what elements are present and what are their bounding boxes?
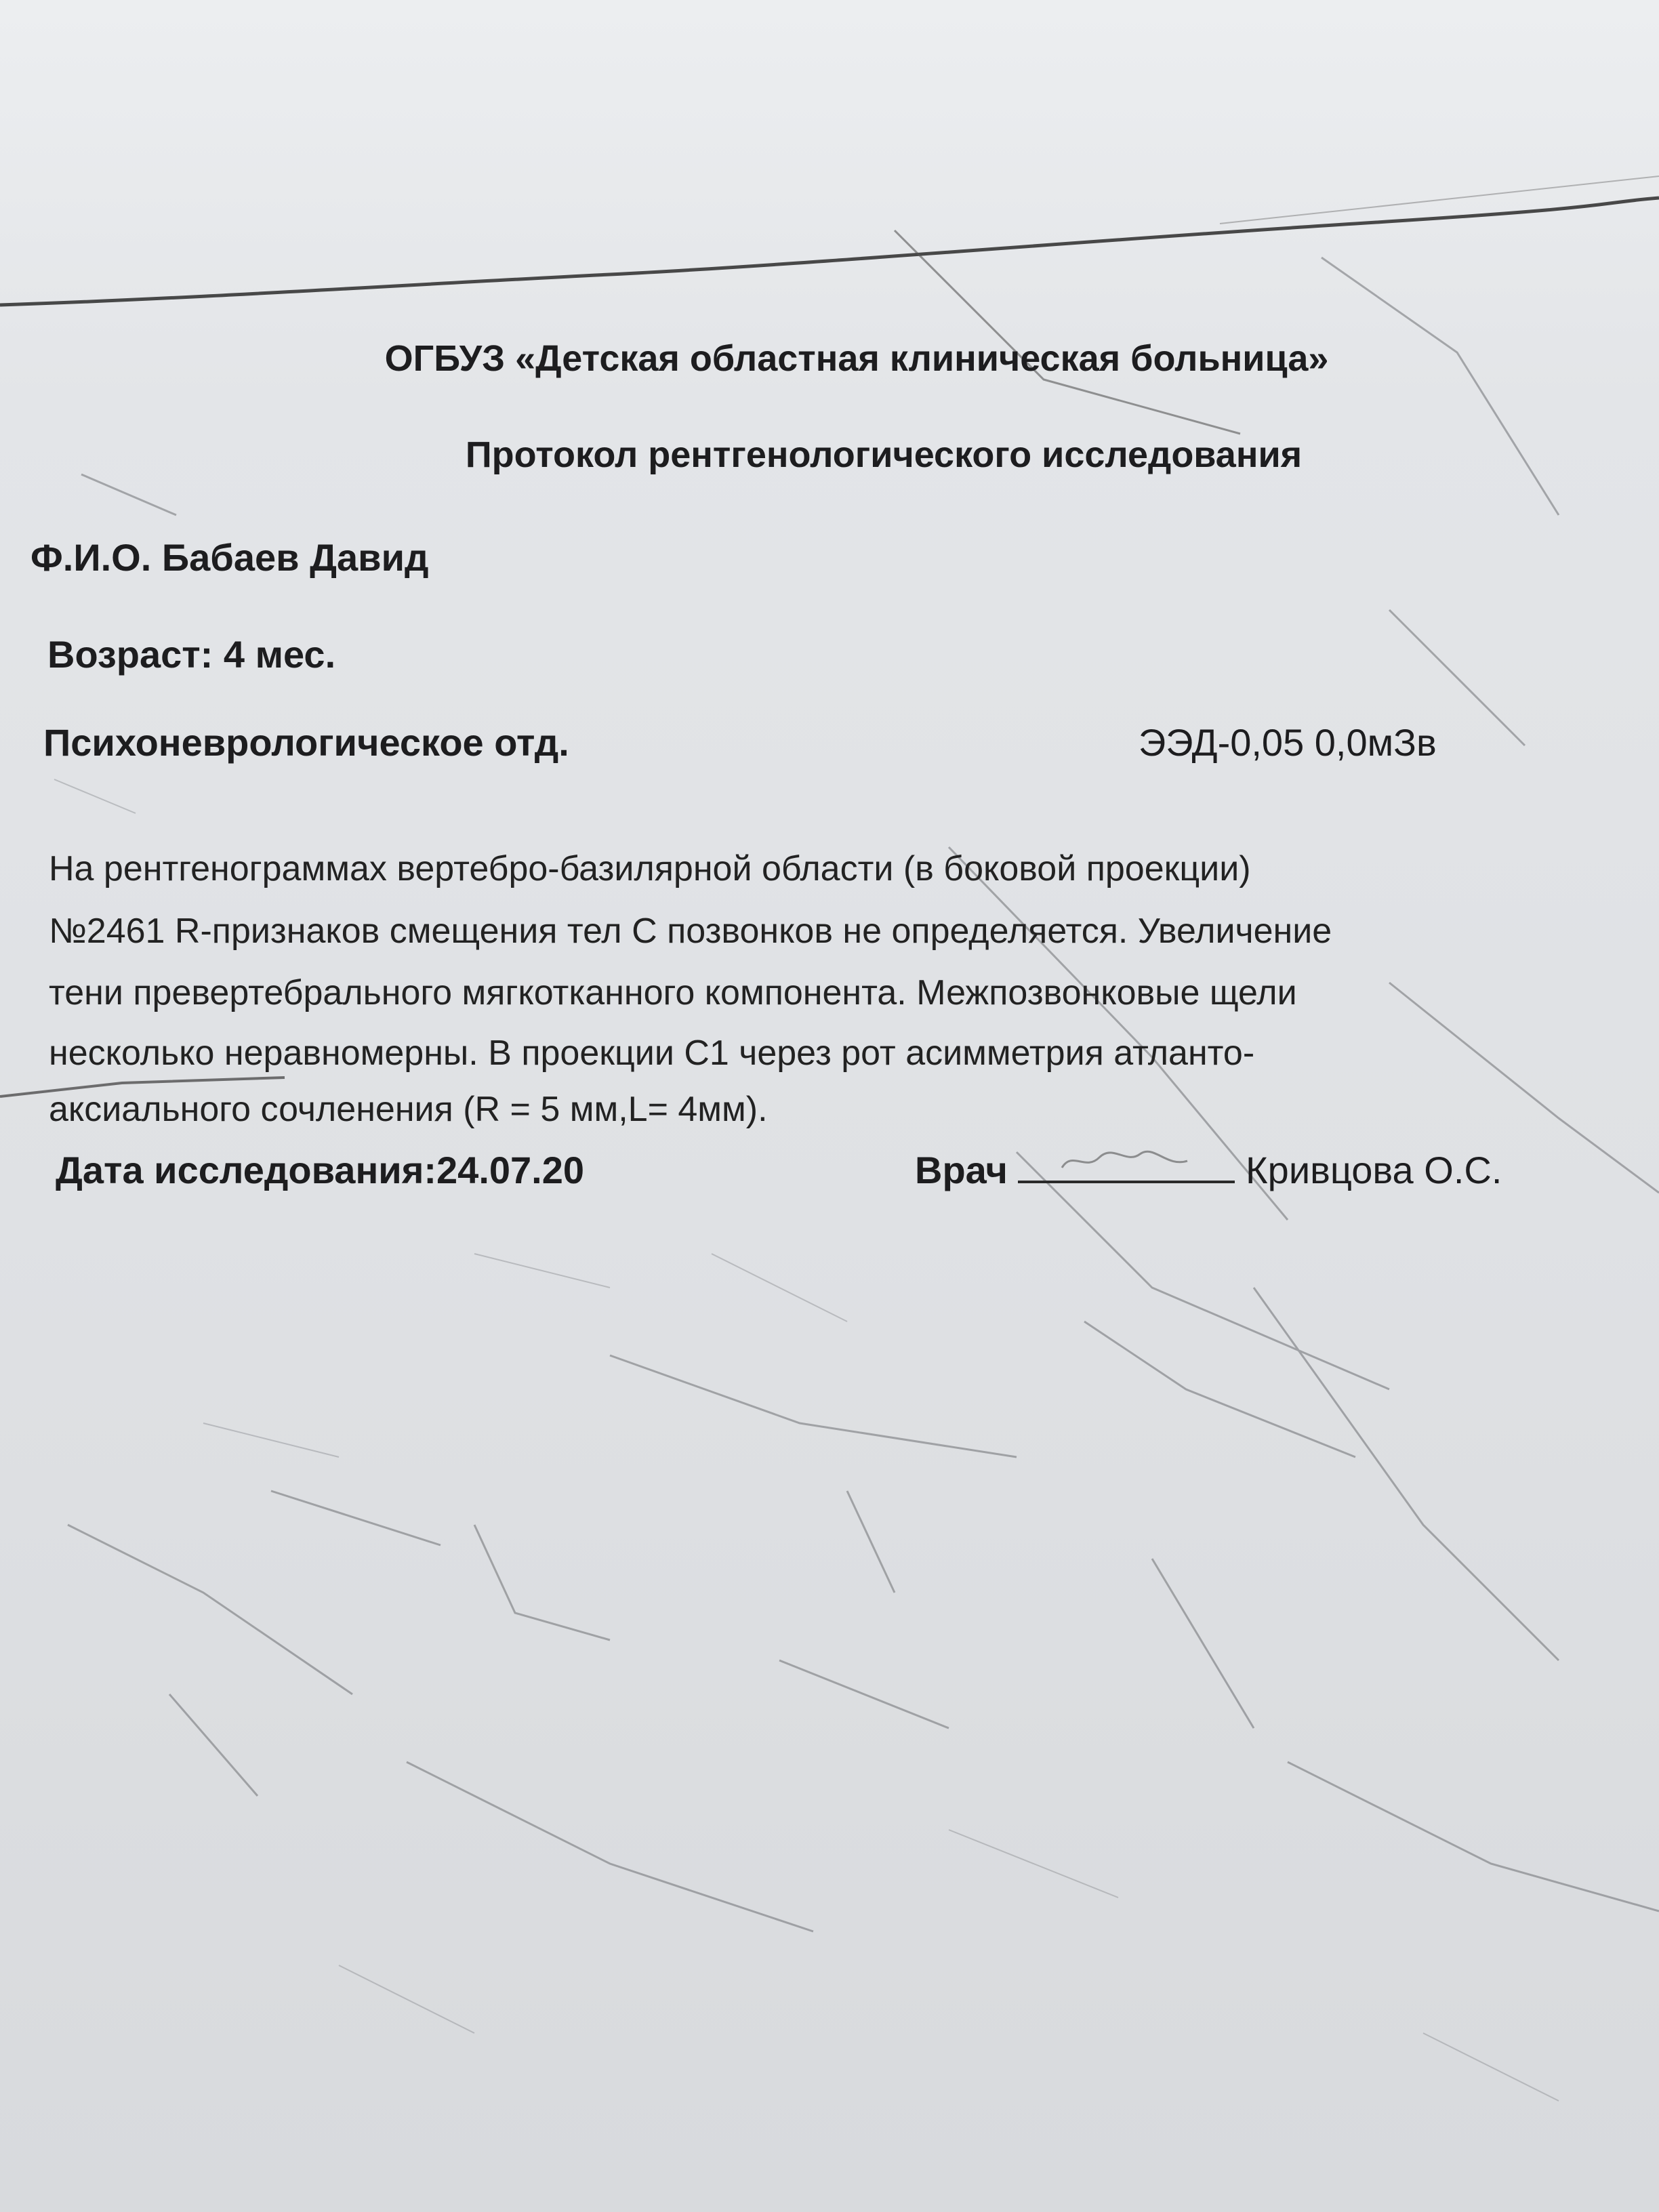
effective-dose: ЭЭД-0,05 0,0мЗв [1139,721,1437,764]
study-date-row [56,1148,584,1192]
doctor-name: Кривцова О.С. [1246,1149,1502,1191]
findings-line: тени превертебрального мягкотканного компонента. Межпозвонковые щели [49,973,1297,1012]
study-date-label: Дата исследования: [56,1149,437,1191]
doctor-signature-row [915,1148,1502,1192]
signature-line [1018,1151,1235,1183]
patient-age-row [47,632,335,676]
handwritten-signature [1059,1144,1194,1178]
department: Психоневрологическое отд. [43,721,569,764]
organization-title: ОГБУЗ «Детская областная клиническая больница» [384,338,1329,379]
findings-line: несколько неравномерны. В проекции С1 через рот асимметрия атланто- [49,1033,1255,1073]
document-title: Протокол рентгенологического исследования [465,434,1303,475]
study-date-value: 24.07.20 [436,1149,585,1191]
patient-name-row [30,535,429,579]
patient-age-value: 4 мес. [223,633,336,676]
patient-age-label: Возраст: [47,633,213,676]
findings-line: №2461 R-признаков смещения тел С позвонков не определяется. Увеличение [49,912,1332,951]
findings-line: аксиального сочленения (R = 5 мм,L= 4мм). [49,1090,768,1129]
doctor-label: Врач [915,1149,1008,1191]
patient-name-value: Бабаев Давид [161,536,429,579]
findings-line: На рентгенограммах вертебро-базилярной области (в боковой проекции) [49,849,1251,888]
patient-name-label: Ф.И.О. [30,536,152,579]
